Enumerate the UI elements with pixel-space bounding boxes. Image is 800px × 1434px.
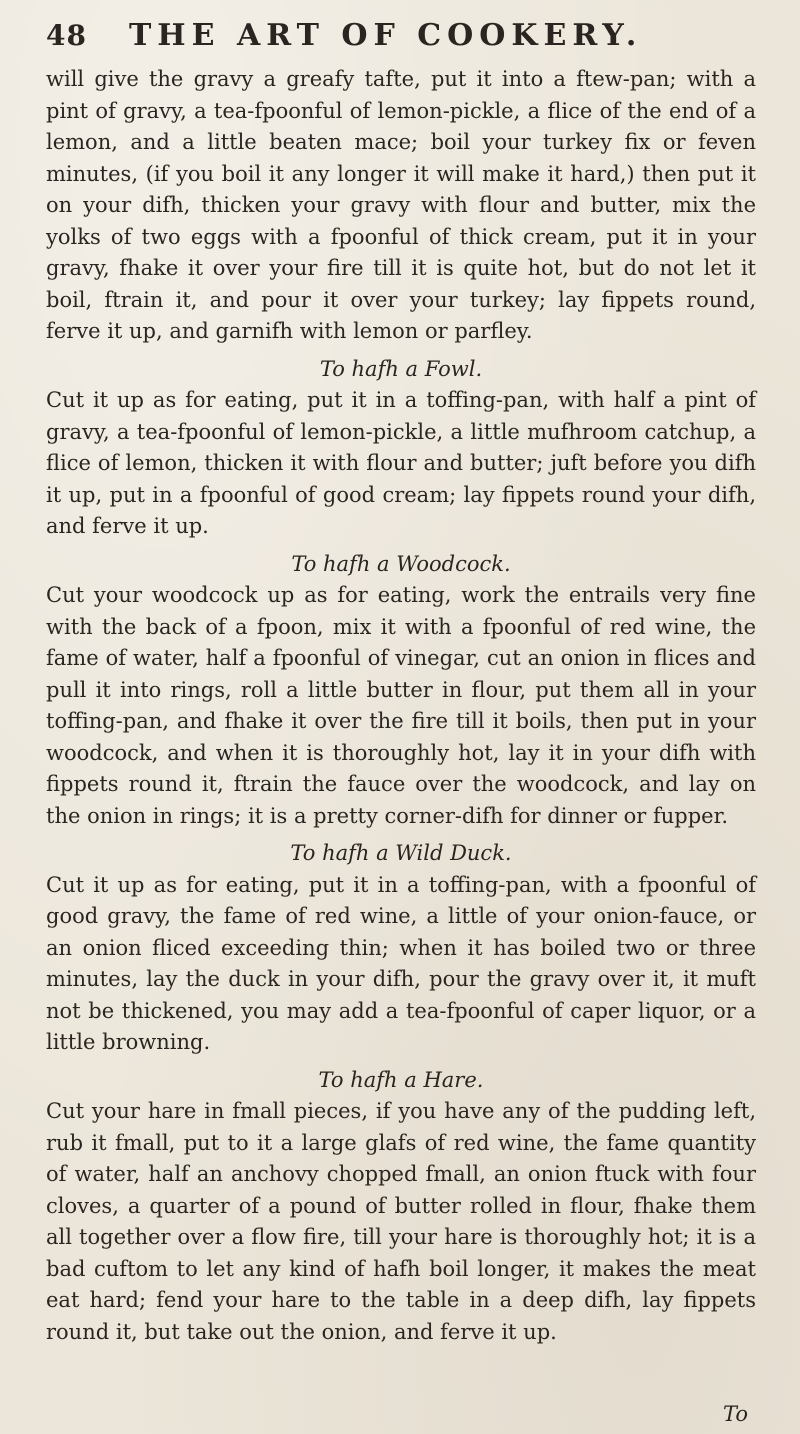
recipe-hash-wild-duck [46, 838, 756, 1059]
recipe-title: To hafh a Fowl. [319, 356, 483, 381]
recipe-body: Cut it up as for eating, put it in a toffing-pan, with a fpoonful of good gravy, the fame of red wine, a little of your onion-fauce, or an onion fliced exceeding thin; when it has boiled two or three minutes, lay the duck in your difh, pour the gravy over it, it muft not be thickened, you may add a tea-fpoonful of caper liquor, or a little browning. [46, 872, 756, 1054]
page-number: 48 [46, 19, 87, 52]
running-head: THE ART OF COOKERY. [128, 18, 643, 53]
catchword: To [722, 1402, 748, 1426]
recipe-hash-hare [46, 1065, 756, 1349]
page-header [46, 18, 756, 62]
recipe-title: To hafh a Hare. [318, 1067, 484, 1092]
recipe-title: To hafh a Wild Duck. [290, 841, 512, 865]
page-body [46, 64, 756, 1348]
recipe-body: Cut your woodcock up as for eating, work the entrails very fine with the back of a fpoon, mix it with a fpoonful of red wine, the fame of water, half a fpoonful of vinegar, cut an onion in flices and pull it into rings, roll a little butter in flour, put them all in your toffing-pan, and fhake it over the fire till it boils, then put in your woodcock, and when it is thoroughly hot, lay it in your difh with fippets round it, ftrain the fauce over the woodcock, and lay on the onion in rings; it is a pretty corner-difh for dinner or fupper. [46, 583, 756, 828]
intro-paragraph: will give the gravy a greafy tafte, put it into a ftew-pan; with a pint of gravy, a tea-fpoonful of lemon-pickle, a flice of the end of a lemon, and a little beaten mace; boil your turkey fix or feven minutes, (if you boil it any longer it will make it hard,) then put it on your difh, thicken your gravy with flour and butter, mix the yolks of two eggs with a fpoonful of thick cream, put it in your gravy, fhake it over your fire till it is quite hot, but do not let it boil, ftrain it, and pour it over your turkey; lay fippets round, ferve it up, and garnifh with lemon or parfley. [46, 67, 756, 343]
recipe-body: Cut your hare in fmall pieces, if you have any of the pudding left, rub it fmall, put to it a large glafs of red wine, the fame quantity of water, half an anchovy chopped fmall, an onion ftuck with four cloves, a quarter of a pound of butter rolled in flour, fhake them all together over a flow fire, till your hare is thoroughly hot; it is a bad cuftom to let any kind of hafh boil longer, it makes the meat eat hard; fend your hare to the table in a deep difh, lay fippets round it, but take out the onion, and ferve it up. [46, 1099, 756, 1344]
recipe-hash-woodcock [46, 549, 756, 833]
recipe-body: Cut it up as for eating, put it in a toffing-pan, with half a pint of gravy, a tea-fpoonful of lemon-pickle, a little mufhroom catchup, a flice of lemon, thicken it with flour and butter; juft before you difh it up, put in a fpoonful of good cream; lay fippets round your difh, and ferve it up. [46, 388, 756, 538]
recipe-title: To hafh a Woodcock. [291, 551, 511, 576]
recipe-hash-fowl [46, 354, 756, 543]
